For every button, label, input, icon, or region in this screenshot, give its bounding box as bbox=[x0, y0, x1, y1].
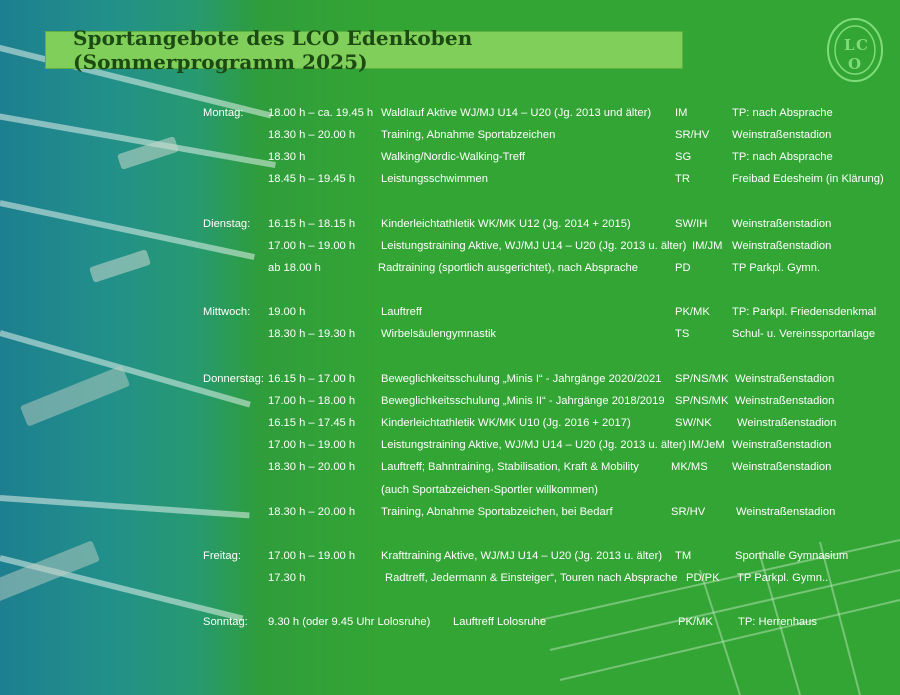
activity: Krafttraining Aktive, WJ/MJ U14 – U20 (Jg. 2013 u. älter) bbox=[381, 550, 663, 562]
time: 17.00 h – 19.00 h bbox=[268, 240, 356, 252]
schedule-row bbox=[0, 148, 900, 168]
schedule-row bbox=[0, 170, 900, 190]
trainer-code: SG bbox=[675, 151, 692, 163]
time: 19.00 h bbox=[268, 306, 306, 318]
location: Weinstraßenstadion bbox=[732, 461, 832, 473]
schedule-row bbox=[0, 126, 900, 146]
logo-letter-l: L bbox=[844, 36, 855, 54]
location: Weinstraßenstadion bbox=[737, 417, 837, 429]
trainer-code: SR/HV bbox=[675, 129, 710, 141]
activity: Waldlauf Aktive WJ/MJ U14 – U20 (Jg. 2013 und älter) bbox=[381, 107, 652, 119]
trainer-code: IM/JeM bbox=[688, 439, 725, 451]
time: 16.15 h – 17.00 h bbox=[268, 373, 356, 385]
location: TP: Parkpl. Friedensdenkmal bbox=[732, 306, 877, 318]
location: Weinstraßenstadion bbox=[732, 439, 832, 451]
trainer-code: MK/MS bbox=[671, 461, 708, 473]
schedule-row bbox=[0, 215, 900, 235]
day-label: Dienstag: bbox=[203, 218, 251, 230]
time: 16.15 h – 18.15 h bbox=[268, 218, 356, 230]
trainer-code: TS bbox=[675, 328, 690, 340]
schedule-row bbox=[0, 547, 900, 567]
trainer-code: IM/JM bbox=[692, 240, 723, 252]
location: TP: nach Absprache bbox=[732, 151, 833, 163]
location: TP: nach Absprache bbox=[732, 107, 833, 119]
schedule-row bbox=[0, 104, 900, 124]
time: 17.00 h – 18.00 h bbox=[268, 395, 356, 407]
title-banner bbox=[45, 26, 683, 74]
location: Weinstraßenstadion bbox=[736, 506, 836, 518]
location: Sporthalle Gymnasium bbox=[735, 550, 849, 562]
page-title: Sportangebote des LCO Edenkoben (Sommerprogramm 2025) bbox=[73, 26, 473, 74]
trainer-code: PK/MK bbox=[675, 306, 710, 318]
trainer-code: SP/NS/MK bbox=[675, 373, 729, 385]
trainer-code: PD bbox=[675, 262, 691, 274]
activity: Kinderleichtathletik WK/MK U10 (Jg. 2016 + 2017) bbox=[381, 417, 631, 429]
location: Weinstraßenstadion bbox=[732, 240, 832, 252]
location: Weinstraßenstadion bbox=[735, 373, 835, 385]
activity: Radtreff, Jedermann & Einsteiger“, Touren nach Absprache bbox=[385, 572, 678, 584]
time: 18.00 h – ca. 19.45 h bbox=[268, 107, 374, 119]
time: ab 18.00 h bbox=[268, 262, 321, 274]
trainer-code: SW/NK bbox=[675, 417, 712, 429]
activity: Lauftreff Lolosruhe bbox=[453, 616, 547, 628]
time: 18.30 h – 19.30 h bbox=[268, 328, 356, 340]
time: 18.30 h – 20.00 h bbox=[268, 506, 356, 518]
location: Schul- u. Vereinssportanlage bbox=[732, 328, 876, 340]
location: Weinstraßenstadion bbox=[732, 218, 832, 230]
activity: Walking/Nordic-Walking-Treff bbox=[381, 151, 526, 163]
time: 18.30 h bbox=[268, 151, 306, 163]
trainer-code: SW/IH bbox=[675, 218, 708, 230]
activity: Lauftreff bbox=[381, 306, 422, 318]
schedule-row bbox=[0, 503, 900, 523]
location: TP: Herrenhaus bbox=[738, 616, 817, 628]
logo-letter-c: C bbox=[856, 36, 868, 54]
day-label: Freitag: bbox=[203, 550, 241, 562]
trainer-code: SP/NS/MK bbox=[675, 395, 729, 407]
schedule-row bbox=[0, 259, 900, 279]
time: 17.00 h – 19.00 h bbox=[268, 550, 356, 562]
time: 16.15 h – 17.45 h bbox=[268, 417, 356, 429]
schedule-row bbox=[0, 569, 900, 589]
trainer-code: SR/HV bbox=[671, 506, 706, 518]
time: 17.00 h – 19.00 h bbox=[268, 439, 356, 451]
activity: Leistungstraining Aktive, WJ/MJ U14 – U20 (Jg. 2013 u. älter) bbox=[381, 439, 687, 451]
time: 18.30 h – 20.00 h bbox=[268, 461, 356, 473]
trainer-code: TR bbox=[675, 173, 690, 185]
schedule-row bbox=[0, 436, 900, 456]
day-label: Mittwoch: bbox=[203, 306, 251, 318]
day-label: Donnerstag: bbox=[203, 373, 264, 385]
schedule-row bbox=[0, 414, 900, 434]
schedule-row bbox=[0, 325, 900, 345]
day-label: Sonntag: bbox=[203, 616, 248, 628]
activity: Kinderleichtathletik WK/MK U12 (Jg. 2014 + 2015) bbox=[381, 218, 631, 230]
trainer-code: PD/PK bbox=[686, 572, 720, 584]
activity: Beweglichkeitsschulung „Minis II“ - Jahrgänge 2018/2019 bbox=[381, 395, 665, 407]
location: TP Parkpl. Gymn. bbox=[732, 262, 821, 274]
finish-line-graphic bbox=[540, 500, 900, 695]
schedule-row bbox=[0, 613, 900, 633]
activity: Training, Abnahme Sportabzeichen, bei Bedarf bbox=[381, 506, 613, 518]
schedule-row bbox=[0, 237, 900, 257]
trainer-code: IM bbox=[675, 107, 688, 119]
time: 9.30 h (oder 9.45 Uhr Lolosruhe) bbox=[268, 616, 431, 628]
time: 18.30 h – 20.00 h bbox=[268, 129, 356, 141]
schedule-row bbox=[0, 303, 900, 323]
activity: Wirbelsäulengymnastik bbox=[381, 328, 497, 340]
activity: Training, Abnahme Sportabzeichen bbox=[381, 129, 556, 141]
activity: Leistungsschwimmen bbox=[381, 173, 488, 185]
schedule-row bbox=[0, 370, 900, 390]
club-logo bbox=[826, 17, 884, 83]
location: Freibad Edesheim (in Klärung) bbox=[732, 173, 884, 185]
day-label: Montag: bbox=[203, 107, 244, 119]
location: Weinstraßenstadion bbox=[732, 129, 832, 141]
activity: Beweglichkeitsschulung „Minis I“ - Jahrgänge 2020/2021 bbox=[381, 373, 662, 385]
activity: Lauftreff; Bahntraining, Stabilisation, Kraft & Mobility bbox=[381, 461, 639, 473]
trainer-code: TM bbox=[675, 550, 692, 562]
location: TP Parkpl. Gymn.. bbox=[737, 572, 829, 584]
schedule-row bbox=[0, 392, 900, 412]
time: 17.30 h bbox=[268, 572, 306, 584]
schedule-row bbox=[0, 458, 900, 478]
location: Weinstraßenstadion bbox=[735, 395, 835, 407]
trainer-code: PK/MK bbox=[678, 616, 713, 628]
time: 18.45 h – 19.45 h bbox=[268, 173, 356, 185]
activity: Leistungstraining Aktive, WJ/MJ U14 – U20 (Jg. 2013 u. älter) bbox=[381, 240, 687, 252]
activity-note: (auch Sportabzeichen-Sportler willkommen) bbox=[381, 484, 599, 496]
schedule-row-note bbox=[0, 481, 900, 501]
logo-letter-o: O bbox=[848, 55, 862, 73]
activity: Radtraining (sportlich ausgerichtet), nach Absprache bbox=[378, 262, 638, 274]
